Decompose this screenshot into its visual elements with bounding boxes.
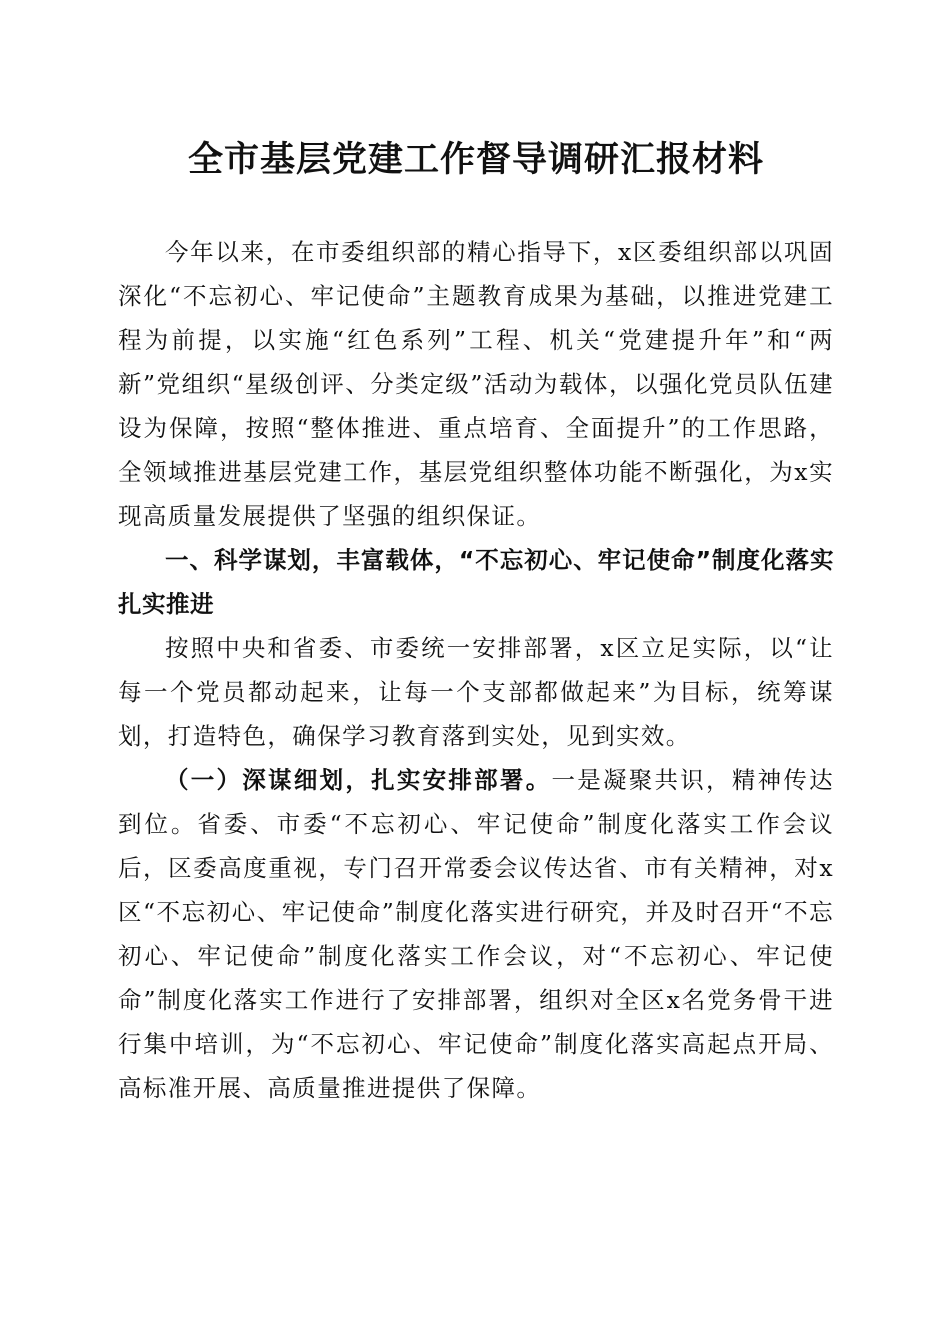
section-1-heading: 一、科学谋划，丰富载体，“不忘初心、牢记使命”制度化落实扎实推进	[118, 546, 834, 618]
subsection-1-body: 一是凝聚共识，精神传达到位。省委、市委“不忘初心、牢记使命”制度化落实工作会议后，区委高度重视，专门召开常委会议传达省、市有关精神，对x区“不忘初心、牢记使命”制度化落实进行研究，并及时召开“不忘初心、牢记使命”制度化落实工作会议，对“不忘初心、牢记使命”制度化落实工作进行了安排部署，组织对全区x名党务骨干进行集中培训，为“不忘初心、牢记使命”制度化落实高起点开局、高标准开展、高质量推进提供了保障。	[118, 766, 835, 1102]
document-title: 全市基层党建工作督导调研汇报材料	[187, 140, 764, 180]
document-page	[118, 120, 834, 1110]
subsection-1-paragraph	[118, 758, 834, 1110]
subsection-1-heading: （一）深谋细划，扎实安排部署。	[165, 766, 552, 794]
section-1-body: 按照中央和省委、市委统一安排部署，x区立足实际，以“让每一个党员都动起来，让每一个支部都做起来”为目标，统筹谋划，打造特色，确保学习教育落到实处，见到实效。	[118, 634, 834, 750]
intro-paragraph: 今年以来，在市委组织部的精心指导下，x区委组织部以巩固深化“不忘初心、牢记使命”主题教育成果为基础，以推进党建工程为前提，以实施“红色系列”工程、机关“党建提升年”和“两新”党组织“星级创评、分类定级”活动为载体，以强化党员队伍建设为保障，按照“整体推进、重点培育、全面提升”的工作思路，全领域推进基层党建工作，基层党组织整体功能不断强化，为x实现高质量发展提供了坚强的组织保证。	[118, 238, 834, 530]
